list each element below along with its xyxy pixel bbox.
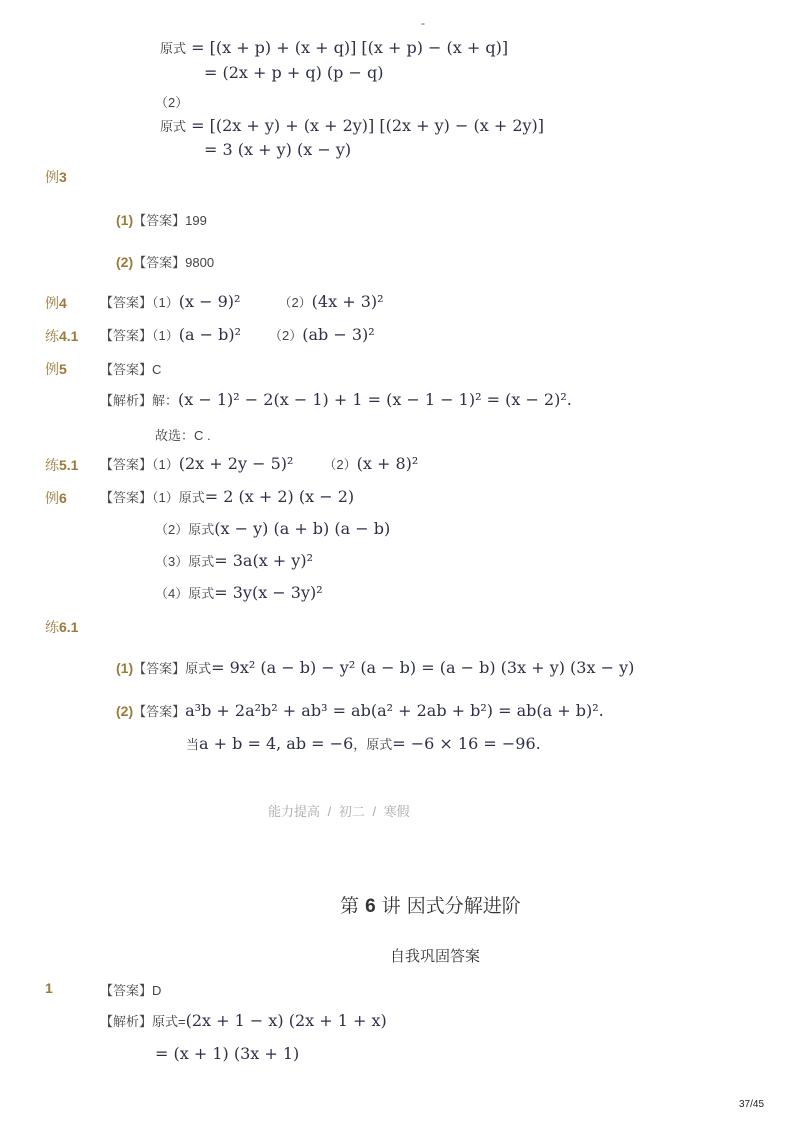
q1-analysis-line2: = (x + 1) (3x + 1) bbox=[155, 1044, 300, 1063]
page-footer: 能力提高 / 初二 / 寒假 bbox=[268, 804, 410, 819]
ex6-l2-math: (x − y) (a + b) (a − b) bbox=[214, 519, 391, 538]
ex6-l4-index: （4）原式 bbox=[155, 586, 215, 601]
pr61-condition-math: a + b = 4, ab = −6 bbox=[199, 734, 354, 753]
ex4-a1-index: （1） bbox=[152, 295, 179, 310]
pr61-part2-num: (2) bbox=[116, 703, 134, 719]
ex3-part2-value: 9800 bbox=[185, 255, 215, 270]
q1-analysis-line1 bbox=[100, 1011, 387, 1031]
ex6-l2-index: （2）原式 bbox=[155, 522, 215, 537]
pr61-end-mark: . bbox=[535, 734, 541, 753]
ex6-label bbox=[45, 488, 67, 508]
ex4-label-num: 4 bbox=[59, 295, 67, 311]
ex5-answer bbox=[100, 359, 161, 379]
page-number: 37/45 bbox=[739, 1099, 765, 1110]
pr41-answer bbox=[100, 325, 375, 345]
q1-label: 1 bbox=[45, 980, 53, 996]
lecture-title-suffix: 讲 因式分解进阶 bbox=[381, 895, 521, 917]
pr41-a1-math: (a − b)² bbox=[178, 325, 242, 344]
ex3-label-num: 3 bbox=[59, 169, 67, 185]
ex2-line3 bbox=[160, 116, 544, 136]
pr51-a1-math: (2x + 2y − 5)² bbox=[178, 454, 294, 473]
ex6-l1-index: （1）原式 bbox=[152, 490, 205, 505]
ex5-choose: 故选：C . bbox=[155, 428, 211, 443]
section-subtitle: 自我巩固答案 bbox=[390, 947, 481, 965]
pr61-when: 当 bbox=[186, 737, 200, 752]
ex4-a2-math: (4x + 3)² bbox=[311, 292, 384, 311]
pr51-a2-math: (x + 8)² bbox=[356, 454, 419, 473]
pr41-label-num: 4.1 bbox=[59, 328, 79, 344]
pr41-a1-index: （1） bbox=[152, 328, 179, 343]
ex2-part2-label: （2） bbox=[155, 95, 189, 110]
lecture-title-prefix: 第 bbox=[340, 895, 360, 917]
pr51-a1-index: （1） bbox=[152, 457, 179, 472]
ex3-part2-num: (2) bbox=[116, 254, 134, 270]
lecture-title-number: 6 bbox=[365, 896, 376, 917]
ex6-l1-math: = 2 (x + 2) (x − 2) bbox=[204, 487, 355, 506]
ex4-a2-index: （2） bbox=[278, 295, 312, 310]
pr41-label-prefix: 练 bbox=[45, 328, 59, 344]
pr61-part2 bbox=[116, 701, 604, 721]
ex5-label-num: 5 bbox=[59, 361, 67, 377]
ex6-answer-line2 bbox=[155, 519, 390, 539]
pr51-label-prefix: 练 bbox=[45, 457, 59, 473]
ex2-line1-label: 原式 bbox=[160, 41, 187, 56]
ex5-label-prefix: 例 bbox=[45, 361, 59, 377]
pr51-tag: 【答案】 bbox=[100, 457, 153, 472]
pr61-part1-tag: 【答案】 bbox=[133, 661, 186, 676]
pr61-part1-math: = 9x² (a − b) − y² (a − b) = (a − b) (3x + y) (3x − y) bbox=[211, 658, 635, 677]
ex2-line3-label: 原式 bbox=[160, 119, 187, 134]
ex6-label-num: 6 bbox=[59, 490, 67, 506]
q1-answer-value: D bbox=[152, 983, 162, 998]
ex6-answer-line1 bbox=[100, 487, 354, 507]
pr51-a2-index: （2） bbox=[323, 457, 357, 472]
ex4-label-prefix: 例 bbox=[45, 295, 59, 311]
ex3-label-prefix: 例 bbox=[45, 169, 59, 185]
ex3-part1 bbox=[116, 210, 207, 230]
pr51-label bbox=[45, 455, 78, 475]
pr61-part2-tag: 【答案】 bbox=[133, 704, 186, 719]
ex6-answer-line4 bbox=[155, 583, 323, 603]
pr61-part1-num: (1) bbox=[116, 660, 134, 676]
ex6-l4-math: = 3y(x − 3y)² bbox=[214, 583, 323, 602]
pr61-label bbox=[45, 617, 78, 637]
ex2-line3-math: = [(2x + y) + (x + 2y)] [(2x + y) − (x + 2y)] bbox=[186, 116, 545, 135]
pr61-part2-condition bbox=[186, 734, 541, 754]
top-mark: - bbox=[421, 16, 425, 30]
pr61-label-num: 6.1 bbox=[59, 619, 79, 635]
pr41-tag: 【答案】 bbox=[100, 328, 153, 343]
ex5-label bbox=[45, 359, 67, 379]
q1-answer bbox=[100, 980, 161, 1000]
ex5-solution-math: (x − 1)² − 2(x − 1) + 1 = (x − 1 − 1)² = (x − 2)². bbox=[178, 390, 572, 409]
ex4-label bbox=[45, 293, 67, 313]
q1-l1-label: 原式= bbox=[152, 1014, 186, 1029]
ex6-label-prefix: 例 bbox=[45, 490, 59, 506]
ex4-answer bbox=[100, 292, 384, 312]
ex6-answer-line3 bbox=[155, 551, 313, 571]
pr41-a2-math: (ab − 3)² bbox=[302, 325, 375, 344]
lecture-title bbox=[340, 891, 521, 918]
ex2-line1-math: = [(x + p) + (x + q)] [(x + p) − (x + q)] bbox=[186, 38, 509, 57]
ex2-line1 bbox=[160, 38, 508, 58]
ex6-l3-math: = 3a(x + y)² bbox=[214, 551, 313, 570]
pr51-answer bbox=[100, 454, 418, 474]
ex2-line2-math: = (2x + p + q) (p − q) bbox=[204, 63, 384, 82]
ex3-label bbox=[45, 167, 67, 187]
pr61-part2-math: a³b + 2a²b² + ab³ = ab(a² + 2ab + b²) = ab(a + b)². bbox=[185, 701, 604, 720]
ex4-a1-math: (x − 9)² bbox=[178, 292, 241, 311]
pr61-result-math: = −6 × 16 = −96 bbox=[392, 734, 536, 753]
ex3-part1-tag: 【答案】 bbox=[133, 213, 186, 228]
pr61-part1-label: 原式 bbox=[185, 661, 212, 676]
ex3-part1-value: 199 bbox=[185, 213, 207, 228]
q1-l1-math: (2x + 1 − x) (2x + 1 + x) bbox=[185, 1011, 387, 1030]
ex5-analysis-tag: 【解析】 bbox=[100, 393, 153, 408]
ex5-answer-value: C bbox=[152, 362, 162, 377]
ex3-part2-tag: 【答案】 bbox=[133, 255, 186, 270]
pr61-comma-label: ，原式 bbox=[353, 737, 393, 752]
pr61-label-prefix: 练 bbox=[45, 619, 59, 635]
ex5-tag: 【答案】 bbox=[100, 362, 153, 377]
pr61-part1 bbox=[116, 658, 634, 678]
ex5-analysis bbox=[100, 390, 572, 410]
ex5-solution-prefix: 解： bbox=[152, 393, 179, 408]
q1-tag: 【答案】 bbox=[100, 983, 153, 998]
ex2-line4-math: = 3 (x + y) (x − y) bbox=[204, 140, 352, 159]
pr41-a2-index: （2） bbox=[269, 328, 303, 343]
ex4-tag: 【答案】 bbox=[100, 295, 153, 310]
q1-analysis-tag: 【解析】 bbox=[100, 1014, 153, 1029]
ex6-tag: 【答案】 bbox=[100, 490, 153, 505]
pr41-label bbox=[45, 326, 78, 346]
ex3-part2 bbox=[116, 252, 214, 272]
pr51-label-num: 5.1 bbox=[59, 457, 79, 473]
ex6-l3-index: （3）原式 bbox=[155, 554, 215, 569]
ex3-part1-num: (1) bbox=[116, 212, 134, 228]
